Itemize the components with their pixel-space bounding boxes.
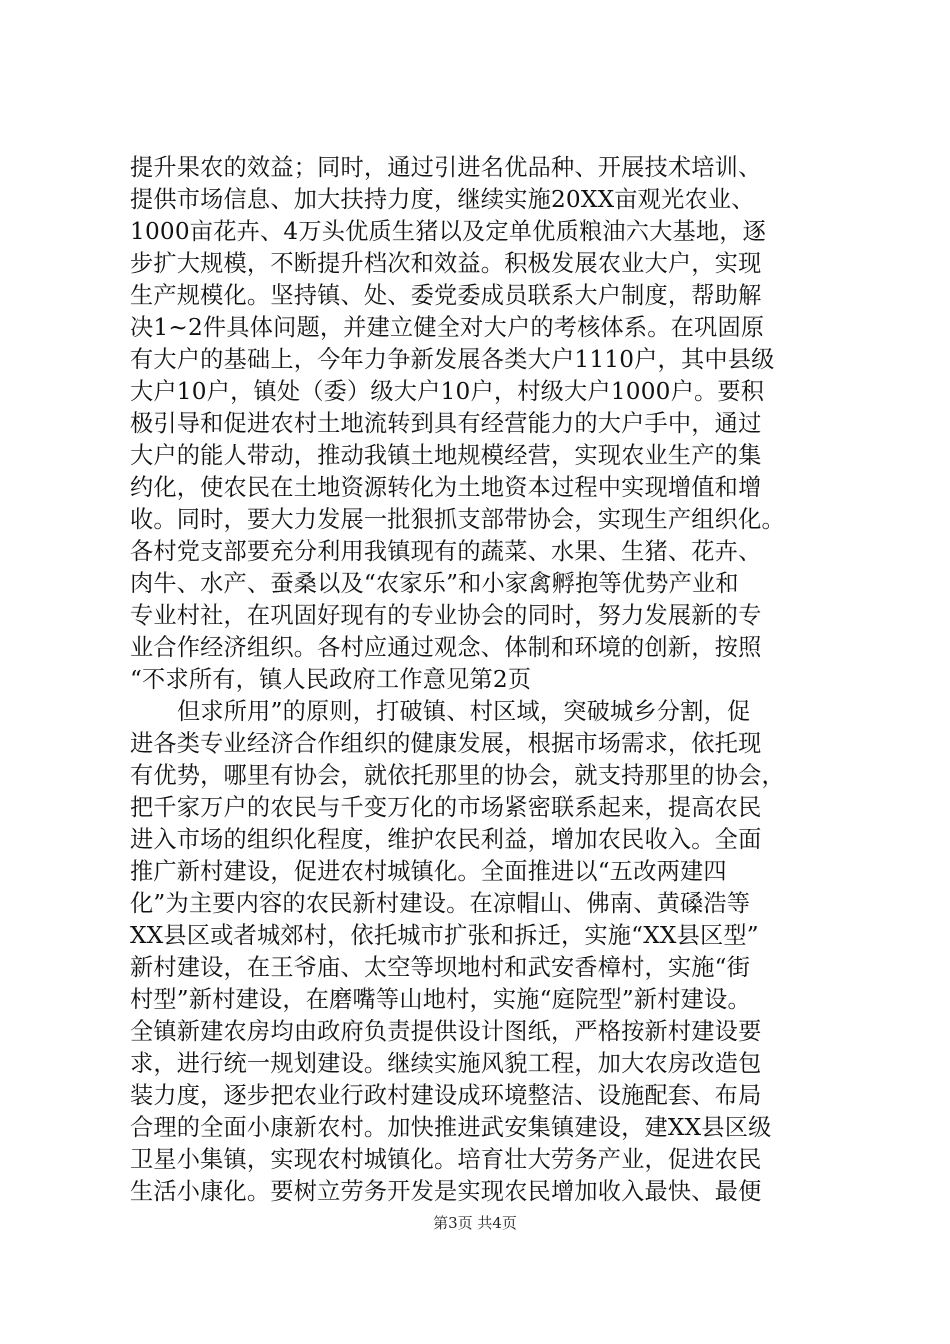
text-line: 推广新村建设，促进农村城镇化。全面推进以“五改两建四: [130, 858, 727, 885]
text-line: 村型”新村建设，在磨嘴等山地村，实施“庭院型”新村建设。: [130, 986, 751, 1013]
text-line: 有大户的基础上，今年力争新发展各类大户1110户，其中县级: [130, 346, 775, 373]
text-line: 进各类专业经济合作组织的健康发展，根据市场需求，依托现: [130, 730, 762, 757]
text-line: 化”为主要内容的农民新村建设。在凉帽山、佛南、黄磉浩等: [130, 890, 751, 917]
text-line-indented: 但求所用”的原则，打破镇、村区域，突破城乡分割，促: [177, 698, 751, 725]
text-line: 收。同时，要大力发展一批狠抓支部带协会，实现生产组织化。: [130, 506, 785, 533]
text-line: 提供市场信息、加大扶持力度，继续实施20XX亩观光农业、: [130, 186, 755, 213]
text-line: 步扩大规模，不断提升档次和效益。积极发展农业大户，实现: [130, 250, 762, 277]
page-number-label: 第3页 共4页: [433, 1214, 517, 1232]
text-line: 业合作经济组织。各村应通过观念、体制和环境的创新，按照: [130, 634, 762, 661]
text-line: 生产规模化。坚持镇、处、委党委成员联系大户制度，帮助解: [130, 282, 762, 309]
text-line: 把千家万户的农民与千变万化的市场紧密联系起来，提高农民: [130, 794, 762, 821]
text-line: 约化，使农民在土地资源转化为土地资本过程中实现增值和增: [130, 474, 762, 501]
text-line: 求，进行统一规划建设。继续实施风貌工程，加大农房改造包: [130, 1050, 762, 1077]
text-line: 装力度，逐步把农业行政村建设成环境整洁、设施配套、布局: [130, 1082, 762, 1109]
text-line: 1000亩花卉、4万头优质生猪以及定单优质粮油六大基地，逐: [130, 218, 767, 245]
text-line: 生活小康化。要树立劳务开发是实现农民增加收入最快、最便: [130, 1178, 762, 1205]
text-line: 有优势，哪里有协会，就依托那里的协会，就支持那里的协会，: [130, 762, 785, 789]
text-line: 各村党支部要充分利用我镇现有的蔬菜、水果、生猪、花卉、: [130, 538, 762, 565]
text-line: 合理的全面小康新农村。加快推进武安集镇建设，建XX县区级: [130, 1114, 772, 1141]
text-line: 肉牛、水产、蚕桑以及“农家乐”和小家禽孵抱等优势产业和: [130, 570, 739, 597]
text-line: 卫星小集镇，实现农村城镇化。培育壮大劳务产业，促进农民: [130, 1146, 762, 1173]
text-line: 进入市场的组织化程度，维护农民利益，增加农民收入。全面: [130, 826, 762, 853]
body-text: [130, 152, 830, 1208]
text-line: 新村建设，在王爷庙、太空等坝地村和武安香樟村，实施“街: [130, 954, 751, 981]
page-footer: [0, 1213, 950, 1233]
text-line: 全镇新建农房均由政府负责提供设计图纸，严格按新村建设要: [130, 1018, 762, 1045]
text-line: “不求所有，镇人民政府工作意见第2页: [130, 666, 532, 693]
text-line: 决1~2件具体问题，并建立健全对大户的考核体系。在巩固原: [130, 314, 765, 341]
text-line: 大户10户，镇处（委）级大户10户，村级大户1000户。要积: [130, 378, 765, 405]
text-line: XX县区或者城郊村，依托城市扩张和拆迁，实施“XX县区型”: [130, 922, 759, 949]
text-line: 极引导和促进农村土地流转到具有经营能力的大户手中，通过: [130, 410, 762, 437]
text-line: 提升果农的效益；同时，通过引进名优品种、开展技术培训、: [130, 154, 762, 181]
text-line: 大户的能人带动，推动我镇土地规模经营，实现农业生产的集: [130, 442, 762, 469]
text-line: 专业村社，在巩固好现有的专业协会的同时，努力发展新的专: [130, 602, 762, 629]
